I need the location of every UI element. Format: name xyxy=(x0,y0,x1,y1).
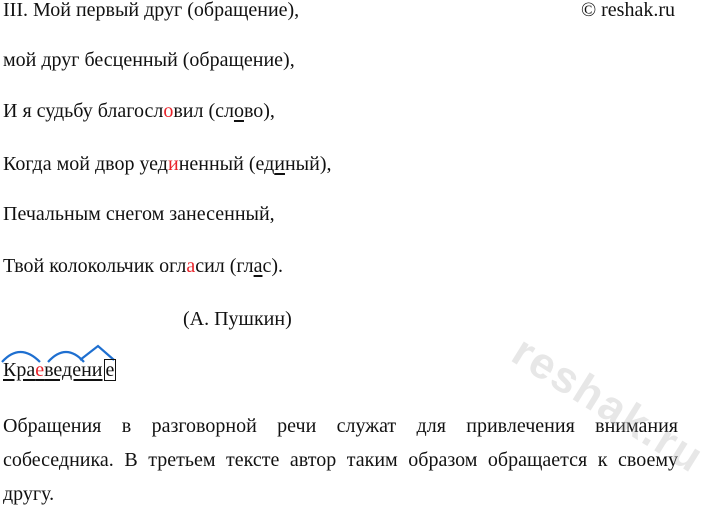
check-vowel: о xyxy=(233,100,244,122)
highlighted-vowel: е xyxy=(35,359,45,381)
word-part-1: Кра xyxy=(3,359,36,381)
highlighted-vowel: и xyxy=(167,153,179,175)
poem-line-3-part-b: вил (сл xyxy=(173,100,234,122)
poem-line-3-part-a: И я судьбу благосл xyxy=(3,100,164,122)
check-vowel: и xyxy=(274,153,285,175)
word-analysis xyxy=(3,358,116,382)
poem-line-6-part-b: сил (гл xyxy=(195,255,254,277)
check-vowel: а xyxy=(253,255,263,277)
poem-line-2: мой друг бесценный (обращение), xyxy=(3,49,295,71)
poem-line-6 xyxy=(3,254,283,278)
highlighted-vowel: о xyxy=(163,100,174,122)
poem-line-4-part-b: ненный (ед xyxy=(178,153,275,175)
explanation-paragraph: Обращения в разговорной речи служат для привлечения внимания собеседника. В третьем тексте автор таким образом обращается к своему другу. xyxy=(3,415,678,505)
poem-line-4-part-a: Когда мой двор уед xyxy=(3,153,168,175)
poem-line-6-part-c: с). xyxy=(262,255,284,277)
watermark: reshak.ru xyxy=(503,326,713,483)
highlighted-vowel: а xyxy=(186,255,196,277)
copyright-credit: © reshak.ru xyxy=(580,0,675,21)
word-part-2: ведени xyxy=(44,359,103,381)
word-ending-box: е xyxy=(105,359,115,381)
poem-line-3-part-c: во), xyxy=(243,100,275,122)
poem-line-6-part-a: Твой колокольчик огл xyxy=(3,255,187,277)
poem-line-4-part-c: ный), xyxy=(284,153,332,175)
poem-line-3 xyxy=(3,99,275,123)
poem-line-5: Печальным снегом занесенный, xyxy=(3,203,275,225)
poem-author: (А. Пушкин) xyxy=(183,308,292,330)
poem-line-1: III. Мой первый друг (обращение), xyxy=(3,0,300,21)
poem-line-4 xyxy=(3,152,331,176)
